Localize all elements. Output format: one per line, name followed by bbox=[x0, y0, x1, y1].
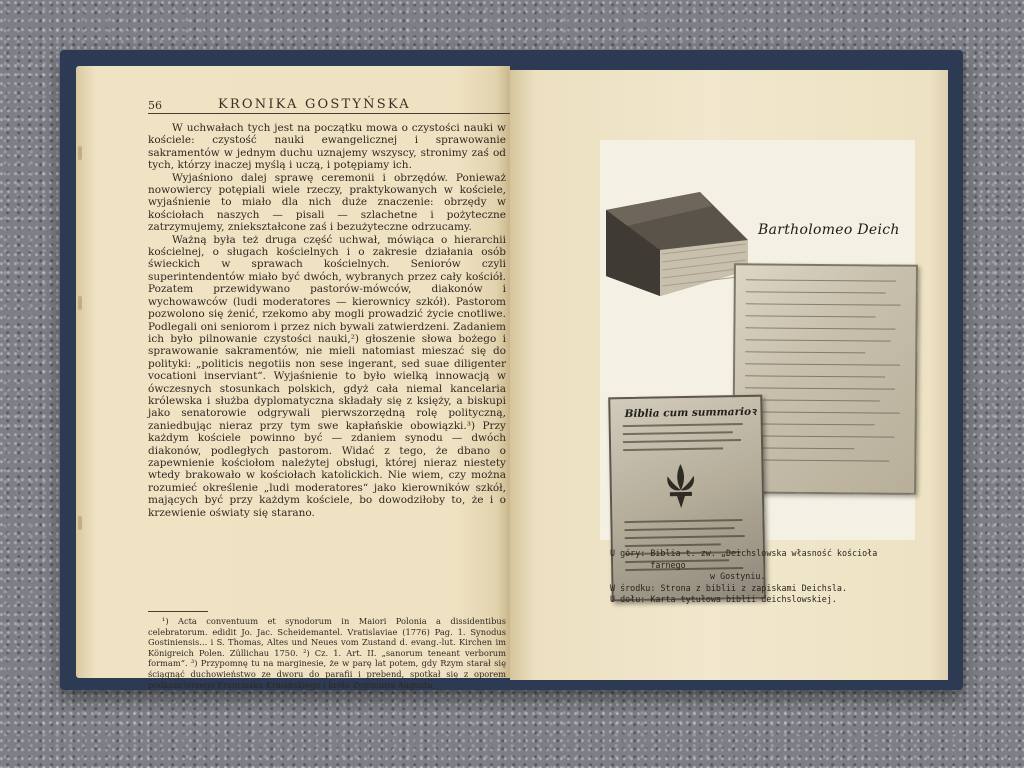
handwriting-line bbox=[745, 363, 900, 366]
paragraph: W uchwałach tych jest na początku mowa o czystości nauki w kościele: czystość nauki ewangelicznej i sprawowanie sakramentów w jednym duchu uznajemy wszyscy, stronimy zaś od tych, którzy inaczej myślą i uczą, i potępiamy ich. bbox=[148, 122, 506, 172]
print-line bbox=[625, 527, 735, 530]
print-line bbox=[623, 439, 741, 443]
handwriting-line bbox=[745, 375, 885, 378]
caption-row bbox=[610, 571, 910, 583]
print-line bbox=[623, 447, 723, 450]
page-number: 56 bbox=[148, 99, 162, 112]
closed-bible-image bbox=[600, 192, 748, 317]
caption-row bbox=[610, 548, 910, 571]
signature-text: Bartholomeo Deich bbox=[758, 222, 900, 238]
plate-captions bbox=[610, 548, 910, 606]
page-header bbox=[148, 95, 516, 114]
handwriting-line bbox=[745, 327, 895, 330]
handwriting-line bbox=[745, 399, 880, 401]
caption-row bbox=[610, 594, 910, 606]
handwriting-line bbox=[744, 459, 889, 462]
print-line bbox=[624, 519, 742, 523]
handwriting-line bbox=[746, 303, 901, 306]
handwriting-line bbox=[746, 291, 886, 294]
handwriting-line bbox=[746, 315, 876, 317]
print-line bbox=[623, 431, 733, 434]
binding-stitch bbox=[78, 146, 82, 160]
caption-text: w Gostyniu. bbox=[710, 571, 766, 582]
body-text bbox=[148, 122, 506, 519]
footnote-divider bbox=[148, 611, 208, 612]
paragraph: Ważną była też druga część uchwał, mówiąca o hierarchii kościelnej, o sługach kościelnych i o zakresie działania osób świeckich w sprawach kościelnych. Seniorów czyli superintendentów miało być dwóch, wybranych przez cały kościół. Pozatem przewidywano pastorów-mówców, diakonów i wychowawców (ludi moderatores — kierownicy szkół). Pastorom pozwolono się żenić, rzekomo aby mogli prowadzić życie cnotliwe. Podlegali oni seniorom i przez nich bywali zatwierdzeni. Zadaniem ich było pilnowanie czystości nauki,²) głoszenie słowa bożego i sprawowanie sakramentów, nie mieli natomiast mieszać się do polityki: „politicis negotiis non sese ingerant, sed suae diligenter vocationi inserviant“. Wyjaśnienie to było wielką innowacją w ówczesnych stosunkach polskich, gdyż cała niemal kancelaria królewska i służba dyplomatyczna składały się z księży, a biskupi jako senatorowie odgrywali pierwszorzędną rolę polityczną, zaniedbując nieraz przy tym swe kapłańskie obowiązki.³) Przy każdym kościele powinno być — zdaniem synodu — dwóch diakonów, podległych pastorom. Widać z tego, że dbano o zapewnienie kościołom należytej obsługi, której nieraz niestety wtedy brakowało w kościołach katolickich. Nie wiem, czy można rozumieć określenie „ludi moderatores“ jako kierowników szkół, mających być przy każdym kościele, bo dowodziłoby to, że i o krzewienie oświaty się starano. bbox=[148, 233, 506, 519]
paragraph: Wyjaśniono dalej sprawę ceremonii i obrzędów. Ponieważ nowowiercy potępiali wiele rzeczy, praktykowanych w kościele, wyjaśnienie to miało dla nich duże znaczenie: obrzędy w kościołach naszych — pisali — szlachetne i pożyteczne zatrzymujemy, zniekształcone zaś i bezużyteczne odrzucamy. bbox=[148, 171, 506, 234]
footnotes bbox=[148, 616, 506, 690]
caption-text: Biblia t. zw. „Deichslowska własność kościoła farnego bbox=[650, 548, 878, 570]
caption-row bbox=[610, 583, 910, 595]
handwriting-line bbox=[744, 435, 894, 438]
print-line bbox=[625, 535, 745, 539]
caption-label: U góry: bbox=[610, 548, 646, 558]
print-line bbox=[623, 423, 743, 427]
illustration-plate bbox=[600, 140, 915, 540]
handwriting-line bbox=[746, 279, 896, 282]
print-line bbox=[625, 543, 721, 546]
title-page-heading: Biblia cum summarioꝛ bbox=[624, 405, 757, 421]
left-page bbox=[76, 66, 510, 690]
handwriting-line bbox=[745, 351, 865, 353]
handwriting-line bbox=[745, 339, 890, 342]
footnote: ¹) Acta conventuum et synodorum in Maiori Polonia a dissidentibus celebratorum. edidit Jo. Jac. Scheidemantel. Vratislaviae (1776) Pag. 1. Synodus Gostiniensis... i S. Thomas, Altes und Neues vom Zustand d. evang.-lut. Kirchen im Königreich Polen. Züllichau 1750. ²) Cz. 1. Art. II. „sanorum teneant verborum formam“. ³) Przypomnę tu na marginesie, że w parę lat potem, gdy Rzym starał się ściągnąć duchowieństwo ze dworu do parafii i prebend, spotkał się z oporem podkanclerzego Franciszka Krasińskiego i króla Zygmunta Augusta, bbox=[148, 616, 506, 690]
fleur-de-lis-icon bbox=[661, 462, 700, 511]
caption-label: U dołu: bbox=[610, 594, 646, 605]
caption-text: Karta tytułowa biblii deichslowskiej. bbox=[650, 594, 837, 605]
running-title: KRONIKA GOSTYŃSKA bbox=[218, 97, 411, 112]
caption-text: Strona z biblii z zapiskami Deichsla. bbox=[660, 582, 847, 593]
handwriting-line bbox=[745, 387, 895, 390]
binding-stitch bbox=[78, 296, 82, 310]
binding-stitch bbox=[78, 516, 82, 530]
handwriting-line bbox=[745, 411, 900, 414]
caption-label: W środku: bbox=[610, 582, 656, 593]
right-page bbox=[510, 70, 948, 680]
handwriting-line bbox=[745, 423, 875, 425]
